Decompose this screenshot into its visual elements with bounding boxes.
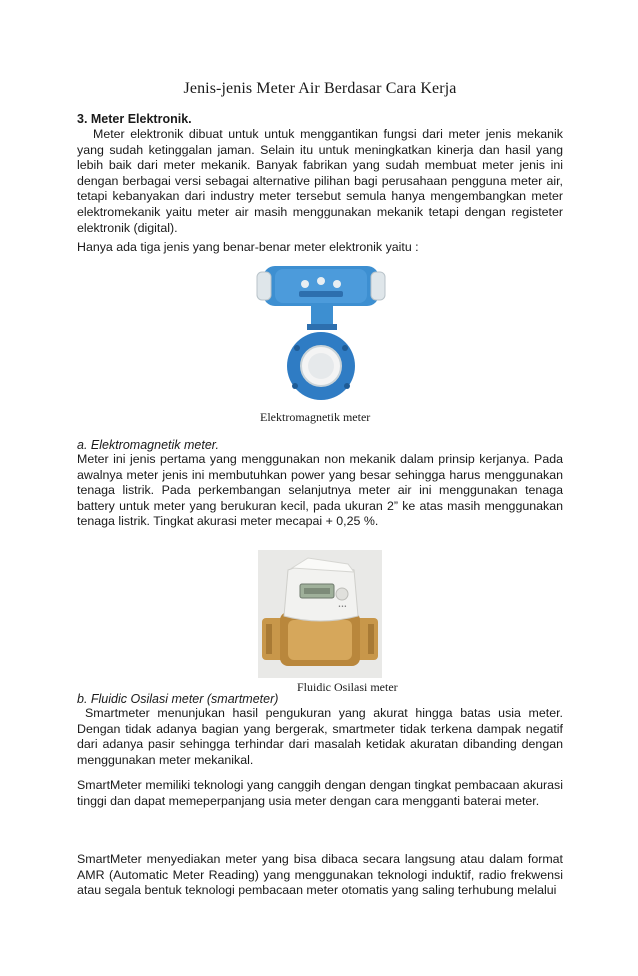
- section-a-heading: a. Elektromagnetik meter.: [77, 438, 219, 452]
- section-b-heading: b. Fluidic Osilasi meter (smartmeter): [77, 692, 279, 706]
- section-b-body-3: SmartMeter menyediakan meter yang bisa dibaca secara langsung atau dalam format AMR (Automatic Meter Reading) yang menggunakan teknologi induktif, radio frekwensi atau segala bentuk teknologi pembacaan meter otomatis yang saling terhubung melalui: [77, 852, 563, 898]
- section-3-intro: Hanya ada tiga jenis yang benar-benar meter elektronik yaitu :: [77, 240, 419, 254]
- section-b-body-1: Smartmeter menunjukan hasil pengukuran yang akurat hingga batas usia meter. Dengan tidak adanya bagian yang bergerak, smartmeter tidak terkena dampak negatif dari adanya pasir sehingga terhindar dari masalah ketidak akuratan dibanding dengan menggunakan meter mekanikal.: [77, 706, 563, 767]
- section-3-body: Meter elektronik dibuat untuk untuk menggantikan fungsi dari meter jenis mekanik yang sudah ketinggalan jaman. Selain itu untuk meningkatkan kinerja dan hasil yang lebih baik dari meter mekanik. Banyak fabrikan yang sudah membuat meter jenis ini dengan berbagai versi sebagai alternative pilihan bagi perusahaan pengguna meter air, tetapi kebanyakan dari industry meter tersebut semula hanya mengembangkan meter elektromekanik yaitu meter air masih menggunakan mekanik tetapi dengan registeter elektronik (digital).: [77, 127, 563, 235]
- section-b-body-2: SmartMeter memiliki teknologi yang canggih dengan dengan tingkat pembacaan akurasi tinggi dan dapat memeperpanjang usia meter dengan cara mengganti baterai meter.: [77, 778, 563, 808]
- svg-text:•••: •••: [338, 604, 347, 610]
- figure-2-caption: Fluidic Osilasi meter: [297, 680, 398, 694]
- section-3-heading: 3. Meter Elektronik.: [77, 112, 192, 126]
- page-title: Jenis-jenis Meter Air Berdasar Cara Kerja: [183, 80, 457, 97]
- figure-1-caption: Elektromagnetik meter: [260, 410, 371, 424]
- fluidic-oscillation-meter-image: [258, 550, 382, 678]
- electromagnetic-meter-image: [255, 258, 387, 400]
- section-a-body: Meter ini jenis pertama yang menggunakan non mekanik dalam prinsip kerjanya. Pada awalnya meter jenis ini membutuhkan power yang besar sehingga harus menggunakan tenaga listrik. Pada perkembangan selanjutnya meter air ini menggunakan tenaga battery untuk meter yang berukuran kecil, pada ukuran 2” ke atas masih menggunakan tenaga listrik. Tingkat akurasi meter mecapai + 0,25 %.: [77, 452, 563, 529]
